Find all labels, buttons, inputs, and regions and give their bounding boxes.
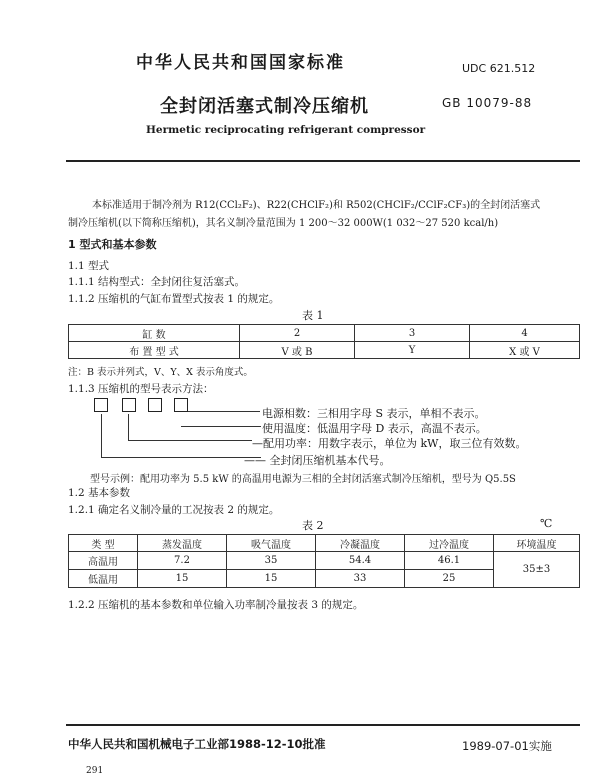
clause-1-1-3: 1.1.3 压缩机的型号表示方法：	[68, 383, 214, 395]
clause-1-1: 1.1 型式	[68, 260, 110, 272]
page-number: 291	[86, 766, 104, 776]
table-cell: 35	[227, 552, 316, 570]
table-header-cell: 过冷温度	[405, 535, 494, 552]
table-cell: 54.4	[316, 552, 405, 570]
connector-line	[101, 457, 261, 458]
table-1-note: 注：B 表示并列式，V、Y、X 表示角度式。	[68, 367, 253, 378]
model-code-box	[94, 398, 108, 412]
connector-line	[101, 414, 102, 458]
model-example: 型号示例：配用功率为 5.5 kW 的高温用电源为三相的全封闭活塞式制冷压缩机，型号为 Q5.5S	[90, 474, 516, 485]
intro-line-2: 制冷压缩机(以下简称压缩机)，其名义制冷量范围为 1 200～32 000W(1 032～27 520 kcal/h)	[68, 218, 499, 229]
approval-line: 中华人民共和国机械电子工业部1988-12-10批准	[68, 737, 326, 751]
intro-line-1: 本标准适用于制冷剂为 R12(CCl₂F₂)、R22(CHClF₂)和 R502(CHClF₂/CClF₂CF₃)的全封闭活塞式	[92, 200, 541, 211]
table-cell: X 或 V	[470, 342, 580, 359]
table-cell: 缸 数	[69, 325, 240, 342]
standard-title: 全封闭活塞式制冷压缩机	[160, 96, 369, 117]
model-code-box	[122, 398, 136, 412]
connector-line	[181, 426, 261, 427]
table-cell: 高温用	[69, 552, 138, 570]
table-cell: V 或 B	[240, 342, 355, 359]
effective-date: 1989-07-01实施	[462, 739, 552, 753]
model-code-box	[174, 398, 188, 412]
model-legend-base-code: —— 全封闭压缩机基本代号。	[244, 454, 391, 467]
issuer-title: 中华人民共和国国家标准	[136, 53, 345, 73]
table-row	[69, 342, 580, 359]
clause-1-1-2: 1.1.2 压缩机的气缸布置型式按表 1 的规定。	[68, 293, 280, 305]
table-cell: 2	[240, 325, 355, 342]
table-cell: Y	[355, 342, 470, 359]
clause-1-2: 1.2 基本参数	[68, 487, 131, 499]
table-header-cell: 冷凝温度	[316, 535, 405, 552]
table-header-cell: 蒸发温度	[138, 535, 227, 552]
clause-1-1-1: 1.1.1 结构型式：全封闭往复活塞式。	[68, 276, 246, 288]
table-cell-ambient: 35±3	[494, 552, 580, 588]
clause-1-2-2: 1.2.2 压缩机的基本参数和单位输入功率制冷量按表 3 的规定。	[68, 599, 364, 611]
table-cell: 布 置 型 式	[69, 342, 240, 359]
table-cell: 15	[227, 570, 316, 588]
table-cell: 7.2	[138, 552, 227, 570]
gb-number: GB 10079-88	[442, 96, 533, 110]
model-legend-temperature: 使用温度：低温用字母 D 表示，高温不表示。	[262, 422, 487, 435]
table-2-caption: 表 2	[302, 519, 324, 532]
table-row	[69, 325, 580, 342]
table-cell: 3	[355, 325, 470, 342]
connector-line	[128, 440, 252, 441]
table-2-unit: ℃	[540, 517, 553, 530]
table-header-cell: 吸气温度	[227, 535, 316, 552]
table-2	[68, 534, 580, 588]
table-cell: 低温用	[69, 570, 138, 588]
table-cell: 15	[138, 570, 227, 588]
model-code-box	[148, 398, 162, 412]
clause-1-2-1: 1.2.1 确定名义制冷量的工况按表 2 的规定。	[68, 504, 280, 516]
table-1	[68, 324, 580, 359]
table-header-cell: 类 型	[69, 535, 138, 552]
model-legend-power: —配用功率：用数字表示，单位为 kW，取三位有效数。	[252, 437, 527, 450]
connector-line	[128, 414, 129, 441]
table-1-caption: 表 1	[302, 309, 324, 322]
table-header-cell: 环境温度	[494, 535, 580, 552]
table-cell: 46.1	[405, 552, 494, 570]
table-cell: 25	[405, 570, 494, 588]
footer-divider	[66, 724, 580, 726]
udc-code: UDC 621.512	[462, 62, 536, 75]
connector-line	[188, 411, 260, 412]
section-1-heading: 1 型式和基本参数	[68, 238, 157, 251]
model-legend-phase: 电源相数：三相用字母 S 表示，单相不表示。	[262, 407, 486, 420]
table-cell: 33	[316, 570, 405, 588]
table-cell: 4	[470, 325, 580, 342]
english-title: Hermetic reciprocating refrigerant compressor	[146, 124, 426, 136]
table-header-row	[69, 535, 580, 552]
table-row	[69, 552, 580, 570]
header-divider	[66, 160, 580, 162]
